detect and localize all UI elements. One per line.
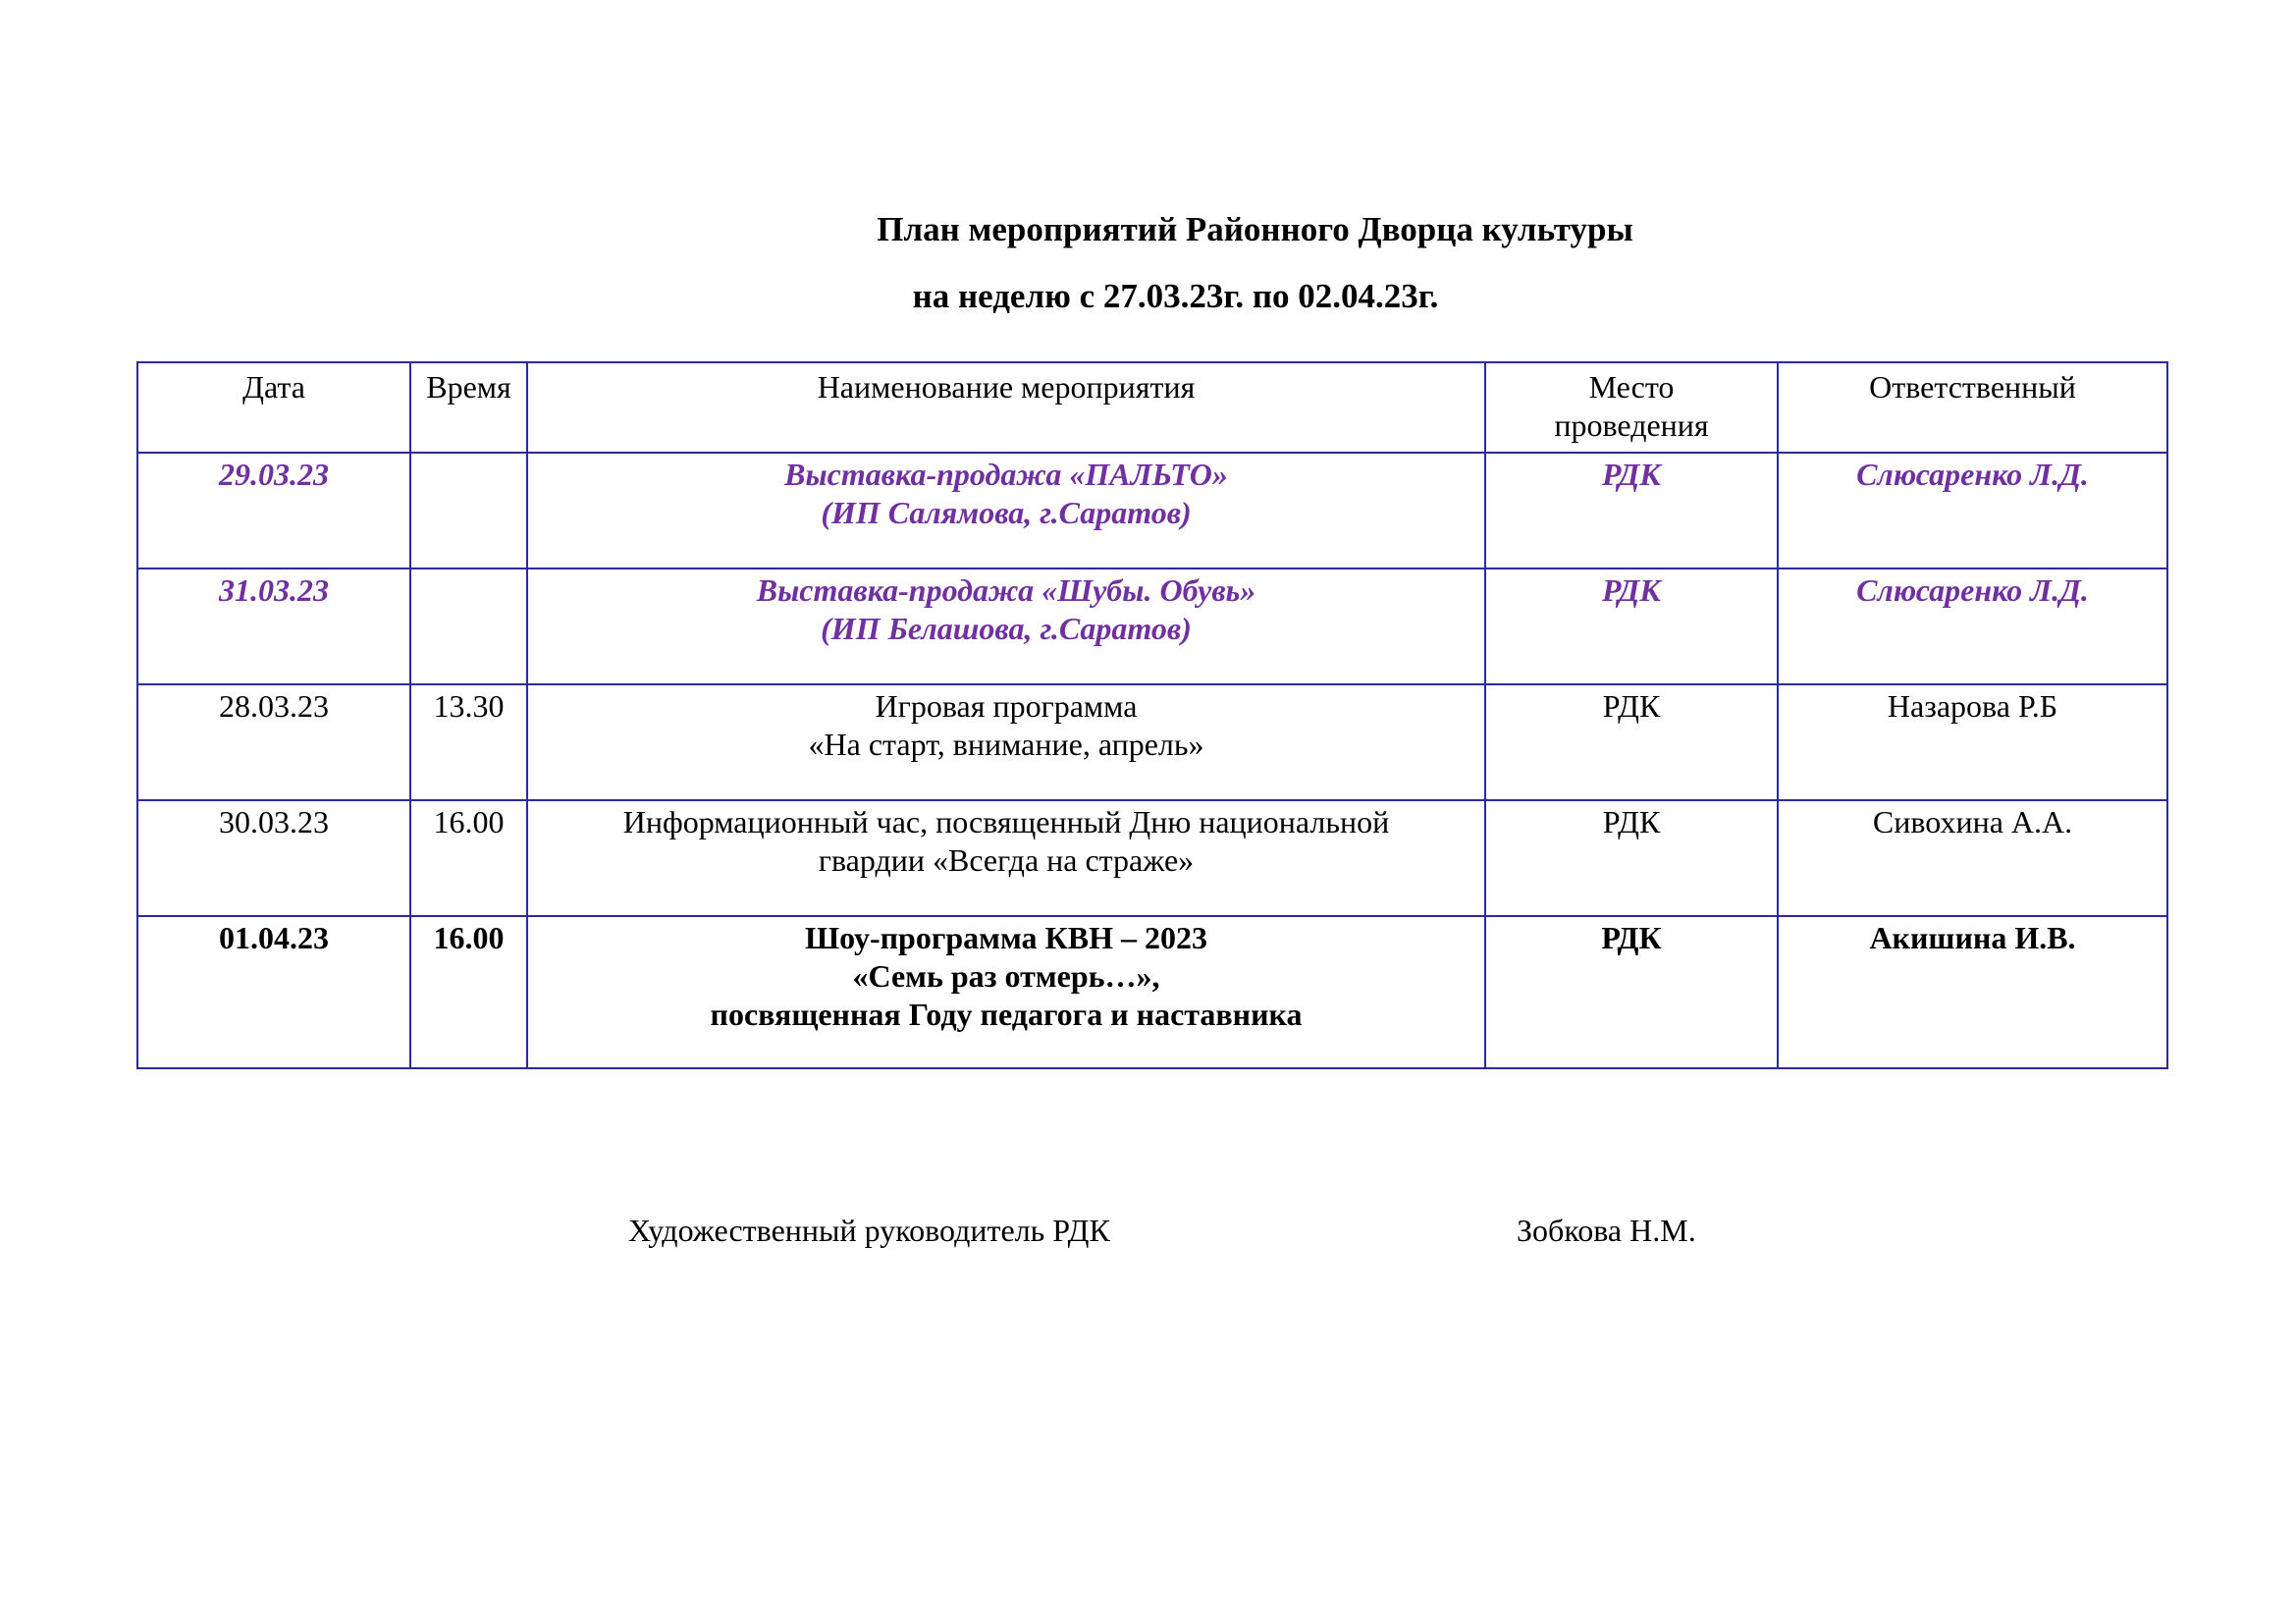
cell-responsible: Акишина И.В. <box>1778 916 2167 1068</box>
cell-place: РДК <box>1485 568 1778 684</box>
cell-date: 28.03.23 <box>137 684 410 800</box>
cell-place: РДК <box>1485 684 1778 800</box>
cell-place: РДК <box>1485 800 1778 916</box>
cell-name <box>527 916 1485 1068</box>
header-name: Наименование мероприятия <box>527 362 1485 453</box>
cell-place: РДК <box>1485 453 1778 568</box>
header-responsible: Ответственный <box>1778 362 2167 453</box>
cell-name <box>527 453 1485 568</box>
cell-responsible: Назарова Р.Б <box>1778 684 2167 800</box>
cell-date: 01.04.23 <box>137 916 410 1068</box>
document-title: План мероприятий Районного Дворца культуры <box>877 210 1633 248</box>
cell-place: РДК <box>1485 916 1778 1068</box>
table-row <box>137 800 2167 916</box>
cell-name <box>527 684 1485 800</box>
cell-date: 30.03.23 <box>137 800 410 916</box>
event-name-line1: Шоу-программа КВН – 2023 <box>805 920 1207 955</box>
signature-name: Зобкова Н.М. <box>1517 1213 1696 1248</box>
event-name-line2: «Семь раз отмерь…», <box>852 958 1160 994</box>
event-name-line1: Выставка-продажа «ПАЛЬТО» <box>784 457 1228 492</box>
header-place <box>1485 362 1778 453</box>
cell-name <box>527 568 1485 684</box>
signature-position: Художественный руководитель РДК <box>628 1213 1110 1248</box>
event-name-line2: (ИП Белашова, г.Саратов) <box>821 611 1192 646</box>
event-name-line3: посвященная Году педагога и наставника <box>710 997 1303 1032</box>
cell-responsible: Слюсаренко Л.Д. <box>1778 453 2167 568</box>
cell-responsible: Сивохина А.А. <box>1778 800 2167 916</box>
cell-responsible: Слюсаренко Л.Д. <box>1778 568 2167 684</box>
cell-time: 16.00 <box>410 800 527 916</box>
table-row <box>137 916 2167 1068</box>
table-header-row <box>137 362 2167 453</box>
cell-time <box>410 568 527 684</box>
table-row <box>137 568 2167 684</box>
cell-date: 29.03.23 <box>137 453 410 568</box>
header-place-line2: проведения <box>1554 407 1709 443</box>
event-name-line2: (ИП Салямова, г.Саратов) <box>821 495 1192 530</box>
table-row <box>137 453 2167 568</box>
header-time: Время <box>410 362 527 453</box>
document-subtitle: на неделю с 27.03.23г. по 02.04.23г. <box>912 277 1439 315</box>
event-name-line1: Игровая программа <box>875 688 1138 724</box>
cell-name <box>527 800 1485 916</box>
events-table <box>136 361 2168 1069</box>
cell-date: 31.03.23 <box>137 568 410 684</box>
cell-time: 13.30 <box>410 684 527 800</box>
cell-time: 16.00 <box>410 916 527 1068</box>
header-date: Дата <box>137 362 410 453</box>
header-place-line1: Место <box>1588 369 1675 405</box>
event-name-line2: «На старт, внимание, апрель» <box>808 727 1204 762</box>
event-name-line1: Выставка-продажа «Шубы. Обувь» <box>756 572 1256 608</box>
table-row <box>137 684 2167 800</box>
event-name-line1: Информационный час, посвященный Дню национальной <box>622 804 1390 839</box>
event-name-line2: гвардии «Всегда на страже» <box>818 842 1195 878</box>
cell-time <box>410 453 527 568</box>
